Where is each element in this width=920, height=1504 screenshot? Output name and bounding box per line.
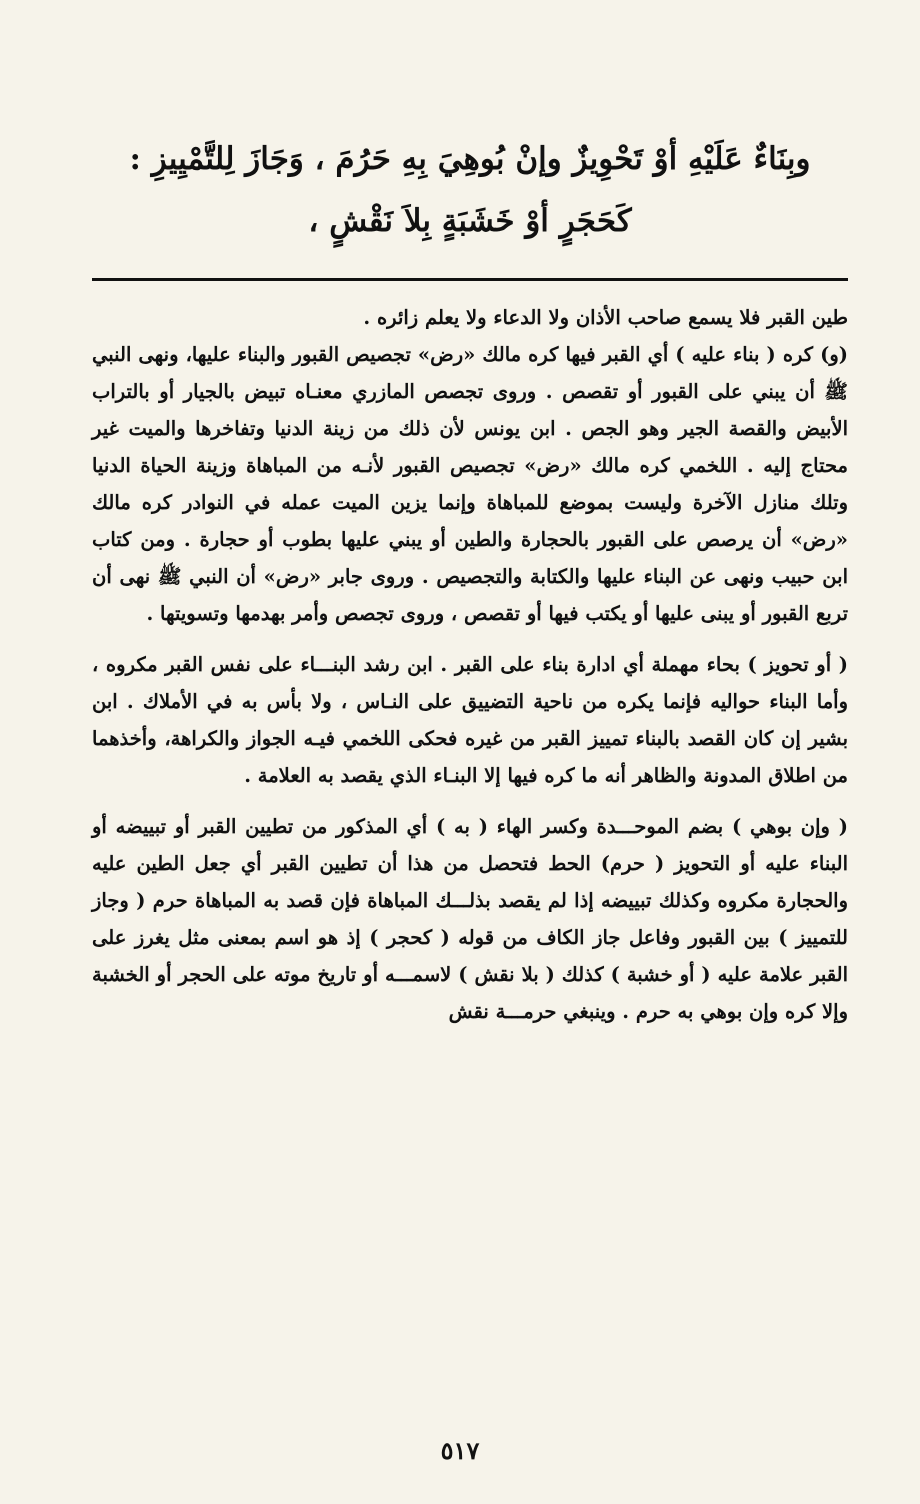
matn-line-2: كَحَجَرٍ أوْ خَشَبَةٍ بِلاَ نَقْشٍ ، [308,203,632,239]
page-number: ٥١٧ [440,1436,480,1465]
commentary-paragraph-2: (و) كره ( بناء عليه ) أي القبر فيها كره مالك «رض» تجصيص القبور والبناء عليها، ونهى النبي ﷺ أن يبني على القبور أو تقصص . وروى تجصص المازري معنـاه تبيض بالجيار أو بالتراب الأبيض والقصة الجير وهو الجص . ابن يونس لأن ذلك من زينة الدنيا وتفاخرها والميت غير محتاج إليه . اللخمي كره مالك «رض» تجصيص القبور لأنـه من المباهاة وزينة الحياة الدنيا وتلك منازل الآخرة وليست بموضع للمباهاة وإنما يزين الميت عمله في النوادر كره مالك «رض» أن يرصص على القبور بالحجارة والطين أو يبني عليها بطوب أو حجارة . ومن كتاب ابن حبيب ونهى عن البناء عليها والكتابة والتجصيص . وروى جابر «رض» أن النبي ﷺ نهى أن تربع القبور أو يبنى عليها أو يكتب فيها أو تقصص ، وروى تجصص وأمر بهدمها وتسويتها . [92,343,848,625]
commentary-paragraph-3: ( أو تحويز ) بحاء مهملة أي ادارة بناء على القبر . ابن رشد البنـــاء على نفس القبر مكروه ، وأما البناء حواليه فإنما يكره من ناحية التضييق على النـاس ، ولا بأس به في الأملاك . ابن بشير إن كان القصد بالبناء تمييز القبر من غيره فحكى اللخمي فيـه الجواز والكراهة، وأخذهما من اطلاق المدونة والظاهر أنه ما كره فيها إلا البنـاء الذي يقصد به العلامة . [92,653,848,787]
page [0,128,920,1504]
separator-rule [92,278,848,281]
commentary-block [92,299,848,1030]
commentary-paragraph-1: طين القبر فلا يسمع صاحب الأذان ولا الدعاء ولا يعلم زائره . [363,306,848,329]
commentary-paragraph-4: ( وإن بوهي ) بضم الموحـــدة وكسر الهاء ( به ) أي المذكور من تطيين القبر أو تبييضه أو البناء عليه أو التحويز ( حرم) الحط فتحصل من هذا أن تطيين القبر أي جعل الطين عليه والحجارة مكروه وكذلك تبييضه إذا لم يقصد بذلـــك المباهاة فإن قصد به المباهاة حرم ( وجاز للتمييز ) بين القبور وفاعل جاز الكاف من قوله ( كحجر ) إذ هو اسم بمعنى مثل يغرز على القبر علامة عليه ( أو خشبة ) كذلك ( بلا نقش ) لاسمـــه أو تاريخ موته على الحجر أو الخشبة وإلا كره وإن بوهي به حرم . وينبغي حرمـــة نقش [92,815,848,1023]
matn-block [92,128,848,252]
matn-line-1: وبِنَاءٌ عَلَيْهِ أوْ تَحْوِيزٌ وإنْ بُوهِيَ بِهِ حَرُمَ ، وَجَازَ لِلتَّمْيِيزِ : [129,141,811,177]
